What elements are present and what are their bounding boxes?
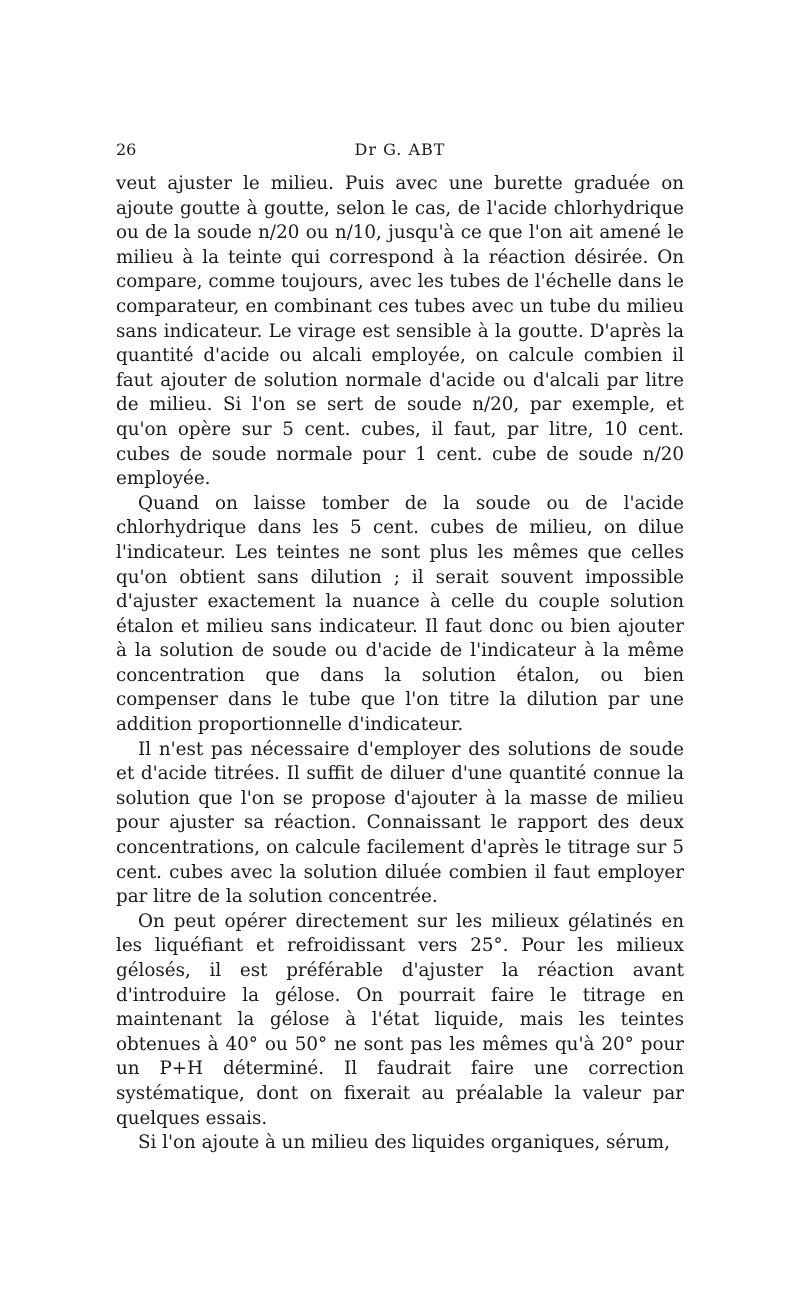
paragraph-2: Quand on laisse tomber de la soude ou de l'acide chlorhydrique dans les 5 cent. cubes de milieu, on dilue l'indicateur. Les teintes ne sont plus les mêmes que celles qu'on obtient sans dilution ; il serait souvent impossible d'ajuster exactement la nuance à celle du couple solution étalon et milieu sans indicateur. Il faut donc ou bien ajouter à la solution de soude ou d'acide de l'indicateur à la même concentration que dans la solution étalon, ou bien compenser dans le tube que l'on titre la dilution par une addition proportionnelle d'indicateur. (116, 492, 684, 736)
page-header (116, 140, 684, 162)
body-text (116, 172, 684, 1156)
paragraph-3: Il n'est pas nécessaire d'employer des solutions de soude et d'acide titrées. Il suffit de diluer d'une quantité connue la solution que l'on se propose d'ajouter à la masse de milieu pour ajuster sa réaction. Connaissant le rapport des deux concentrations, on calcule facilement d'après le titrage sur 5 cent. cubes avec la solution diluée combien il faut employer par litre de la solution concentrée. (116, 738, 684, 908)
paragraph-5: Si l'on ajoute à un milieu des liquides organiques, sérum, (138, 1132, 670, 1154)
page-number: 26 (116, 140, 137, 159)
paragraph-4: On peut opérer directement sur les milieux gélatinés en les liquéfiant et refroidissant vers 25°. Pour les milieux gélosés, il est préférable d'ajuster la réaction avant d'introduire la gélose. On pourrait faire le titrage en maintenant la gélose à l'état liquide, mais les teintes obtenues à 40° ou 50° ne sont pas les mêmes qu'à 20° pour un P+H déterminé. Il faudrait faire une correction systématique, dont on fixerait au préalable la valeur par quelques essais. (116, 910, 684, 1129)
paragraph-1: veut ajuster le milieu. Puis avec une burette graduée on ajoute goutte à goutte, selon le cas, de l'acide chlorhydrique ou de la soude n/20 ou n/10, jusqu'à ce que l'on ait amené le milieu à la teinte qui correspond à la réaction désirée. On compare, comme toujours, avec les tubes de l'échelle dans le comparateur, en combinant ces tubes avec un tube du milieu sans indicateur. Le virage est sensible à la goutte. D'après la quantité d'acide ou alcali employée, on calcule combien il faut ajouter de solution normale d'acide ou d'alcali par litre de milieu. Si l'on se sert de soude n/20, par exemple, et qu'on opère sur 5 cent. cubes, il faut, par litre, 10 cent. cubes de soude normale pour 1 cent. cube de soude n/20 employée. (116, 173, 684, 490)
running-head: Dr G. ABT (354, 140, 446, 159)
